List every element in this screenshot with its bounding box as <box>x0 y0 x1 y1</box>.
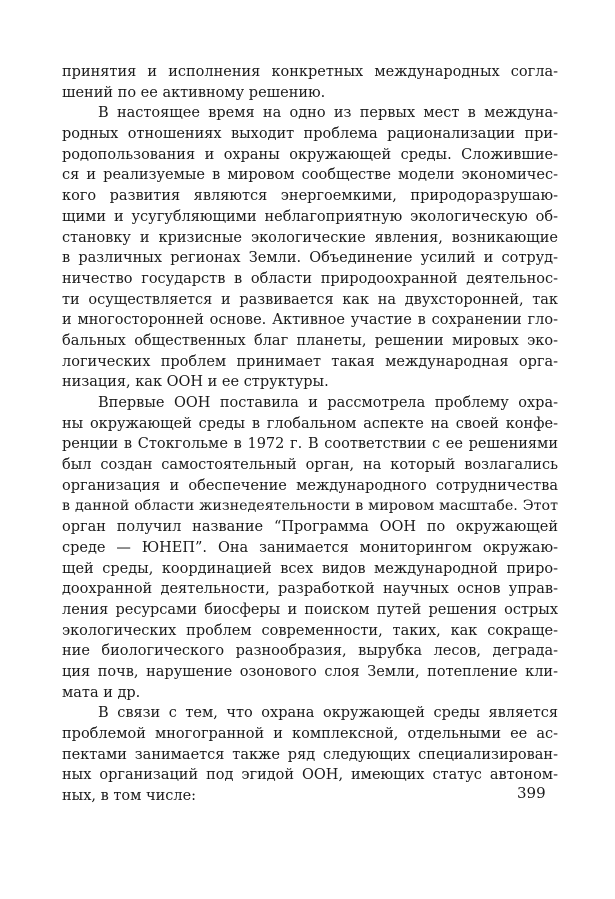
text-line: ти осуществляется и развивается как на двухсторонней, так <box>62 291 558 308</box>
paragraph <box>62 703 558 806</box>
page-body <box>62 62 558 807</box>
text-line: и многосторонней основе. Активное участие в сохранении гло- <box>62 312 558 329</box>
text-line: низация, как ООН и ее структуры. <box>62 374 329 391</box>
text-line: ничество государств в области природоохранной деятельнос- <box>62 270 558 287</box>
text-line: В настоящее время на одно из первых мест в междуна- <box>98 105 558 122</box>
text-line: принятия и исполнения конкретных международных согла- <box>62 64 558 80</box>
text-line: становку и кризисные экологические явления, возникающие <box>62 229 558 246</box>
paragraph <box>62 62 558 103</box>
text-line: ние биологического разнообразия, вырубка лесов, деграда- <box>62 643 558 660</box>
text-line: организация и обеспечение международного сотрудничества <box>62 477 558 494</box>
text-line: доохранной деятельности, разработкой научных основ управ- <box>62 581 558 598</box>
text-line: ны окружающей среды в глобальном аспекте на своей конфе- <box>62 415 558 432</box>
text-line: орган получил название “Программа ООН по окружающей <box>62 519 558 536</box>
text-line: шений по ее активному решению. <box>62 84 326 101</box>
text-line: ренции в Стокгольме в 1972 г. В соответствии с ее решениями <box>62 436 558 453</box>
text-line: среде — ЮНЕП”. Она занимается мониторингом окружаю- <box>62 539 558 556</box>
text-line: щей среды, координацией всех видов международной приро- <box>62 560 558 577</box>
paragraph <box>62 103 558 393</box>
text-line: в различных регионах Земли. Объединение усилий и сотруд- <box>62 250 558 267</box>
text-line: В связи с тем, что охрана окружающей среды является <box>98 705 558 722</box>
text-line: ция почв, нарушение озонового слоя Земли, потепление кли- <box>62 663 558 680</box>
text-line: логических проблем принимает такая международная орга- <box>62 353 558 370</box>
text-line: мата и др. <box>62 684 141 701</box>
text-line: пектами занимается также ряд следующих специализирован- <box>62 746 558 763</box>
text-line: родопользования и охраны окружающей среды. Сложившие- <box>62 146 558 163</box>
text-line: ся и реализуемые в мировом сообществе модели экономичес- <box>62 167 558 184</box>
text-line: кого развития являются энергоемкими, природоразрушаю- <box>62 188 558 205</box>
text-line: был создан самостоятельный орган, на который возлагались <box>62 457 558 474</box>
text-line: родных отношениях выходит проблема рационализации при- <box>62 126 558 143</box>
text-line: ных организаций под эгидой ООН, имеющих статус автоном- <box>62 767 558 784</box>
text-line: в данной области жизнедеятельности в мировом масштабе. Этот <box>62 498 558 515</box>
text-line: проблемой многогранной и комплексной, отдельными ее ас- <box>62 726 558 742</box>
text-line: щими и усугубляющими неблагоприятную экологическую об- <box>62 208 558 225</box>
text-line: Впервые ООН поставила и рассмотрела проблему охра- <box>98 395 558 411</box>
text-line: экологических проблем современности, таких, как сокраще- <box>62 622 558 639</box>
paragraph <box>62 393 558 703</box>
text-line: ления ресурсами биосферы и поиском путей решения острых <box>62 601 558 618</box>
page-number: 399 <box>517 784 546 802</box>
text-line: бальных общественных благ планеты, решении мировых эко- <box>62 332 558 349</box>
text-line: ных, в том числе: <box>62 788 197 805</box>
